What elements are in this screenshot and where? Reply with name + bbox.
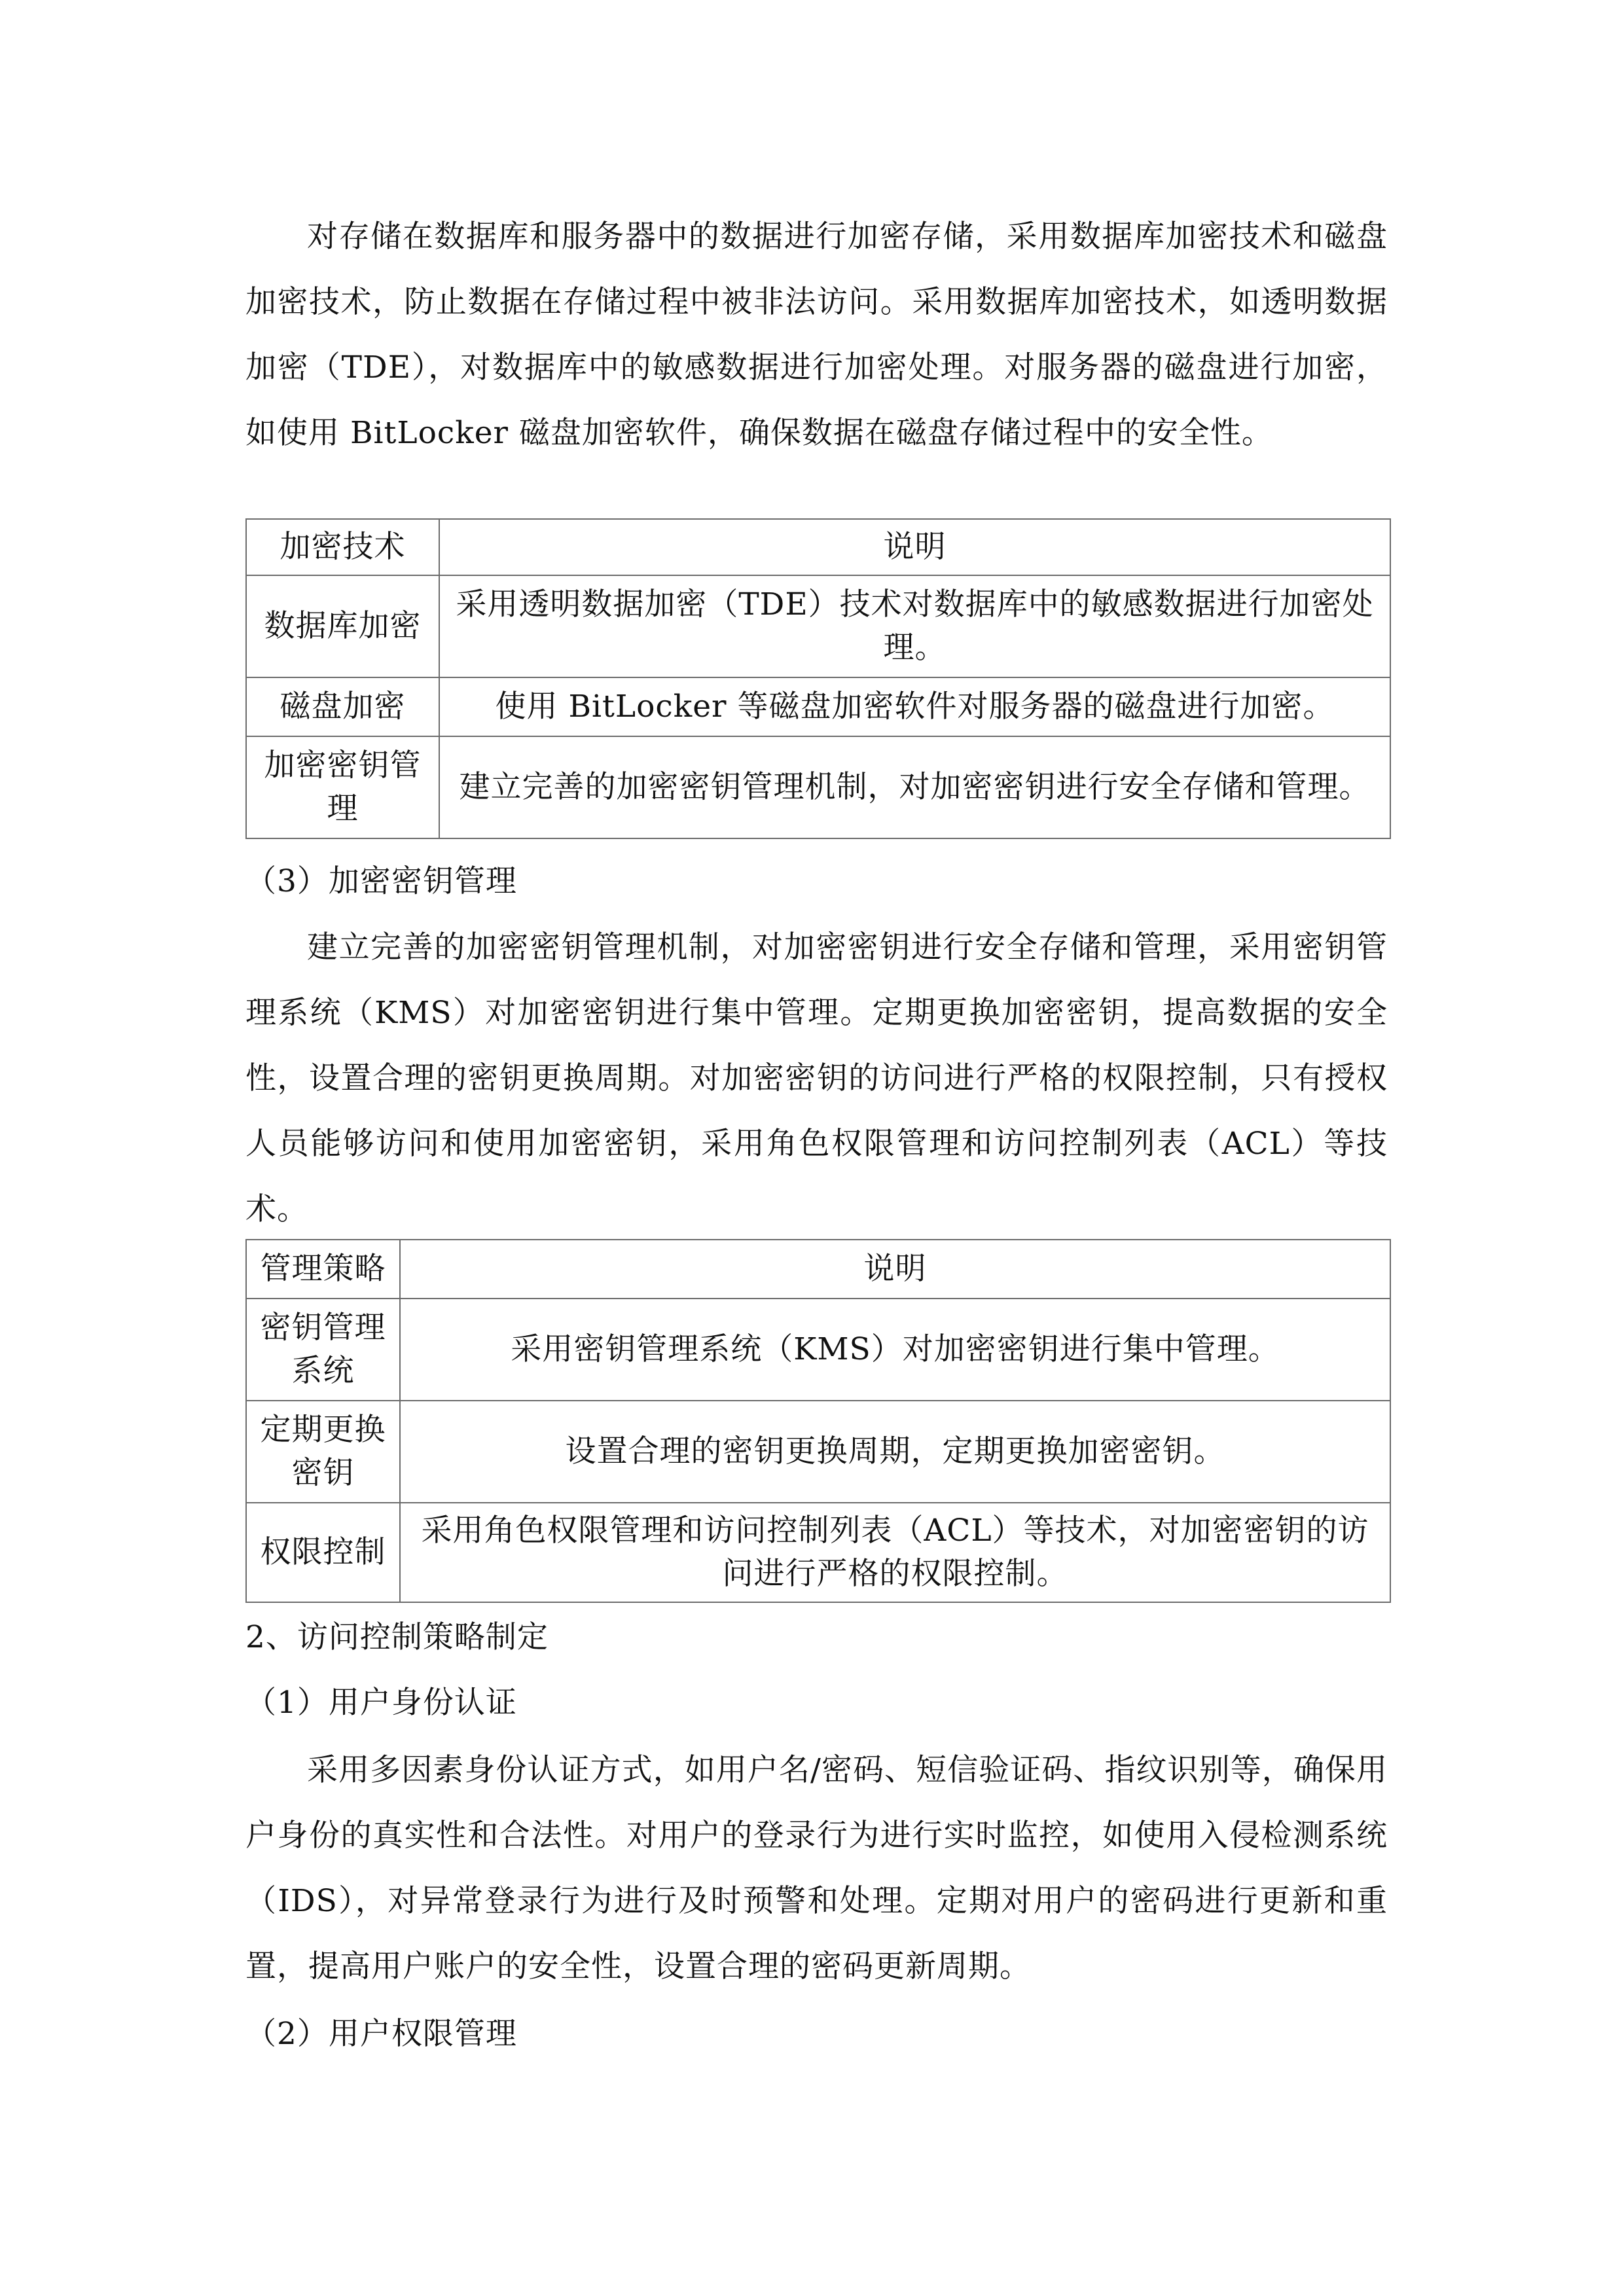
- table-header-cell: 说明: [400, 1240, 1390, 1299]
- table-cell-desc: 采用透明数据加密（TDE）技术对数据库中的敏感数据进行加密处理。: [439, 575, 1390, 677]
- table-cell-name: 定期更换密钥: [246, 1401, 400, 1503]
- table-cell-name: 加密密钥管理: [246, 736, 439, 838]
- table-header-row: [246, 1240, 1390, 1299]
- table-cell-desc: 采用密钥管理系统（KMS）对加密密钥进行集中管理。: [400, 1299, 1390, 1401]
- table-header-cell: 说明: [439, 519, 1390, 575]
- table-row: [246, 736, 1390, 838]
- subsection-2-heading: （2）用户权限管理: [245, 2016, 517, 2052]
- table-cell-desc: 建立完善的加密密钥管理机制，对加密密钥进行安全存储和管理。: [439, 736, 1390, 838]
- table-cell-name: 权限控制: [246, 1503, 400, 1602]
- table-cell-desc: 采用角色权限管理和访问控制列表（ACL）等技术，对加密密钥的访问进行严格的权限控制。: [400, 1503, 1390, 1602]
- table-row: [246, 1299, 1390, 1401]
- table-cell-desc: 设置合理的密钥更换周期，定期更换加密密钥。: [400, 1401, 1390, 1503]
- table-cell-name: 数据库加密: [246, 575, 439, 677]
- table-cell-name: 密钥管理系统: [246, 1299, 400, 1401]
- table-row: [246, 1503, 1390, 1602]
- subsection-1-paragraph: 采用多因素身份认证方式，如用户名/密码、短信验证码、指纹识别等，确保用户身份的真实性和合法性。对用户的登录行为进行实时监控，如使用入侵检测系统（IDS），对异常登录行为进行及时预警和处理。定期对用户的密码进行更新和重置，提高用户账户的安全性，设置合理的密码更新周期。: [245, 1752, 1388, 1984]
- intro-paragraph: 对存储在数据库和服务器中的数据进行加密存储，采用数据库加密技术和磁盘加密技术，防止数据在存储过程中被非法访问。采用数据库加密技术，如透明数据加密（TDE），对数据库中的敏感数据进行加密处理。对服务器的磁盘进行加密，如使用 BitLocker 磁盘加密软件，确保数据在磁盘存储过程中的安全性。: [245, 219, 1388, 451]
- table-cell-desc: 使用 BitLocker 等磁盘加密软件对服务器的磁盘进行加密。: [439, 677, 1390, 736]
- encryption-tech-table: [245, 518, 1391, 839]
- table-header-cell: 管理策略: [246, 1240, 400, 1299]
- section-2-heading: 2、访问控制策略制定: [245, 1619, 549, 1655]
- table-header-cell: 加密技术: [246, 519, 439, 575]
- table-cell-name: 磁盘加密: [246, 677, 439, 736]
- section-3-paragraph: 建立完善的加密密钥管理机制，对加密密钥进行安全存储和管理，采用密钥管理系统（KMS）对加密密钥进行集中管理。定期更换加密密钥，提高数据的安全性，设置合理的密钥更换周期。对加密密钥的访问进行严格的权限控制，只有授权人员能够访问和使用加密密钥，采用角色权限管理和访问控制列表（ACL）等技术。: [245, 929, 1388, 1227]
- table-row: [246, 575, 1390, 677]
- table-row: [246, 1401, 1390, 1503]
- table-row: [246, 677, 1390, 736]
- section-3-heading: （3）加密密钥管理: [245, 863, 517, 899]
- key-management-table: [245, 1239, 1391, 1603]
- table-header-row: [246, 519, 1390, 575]
- subsection-1-heading: （1）用户身份认证: [245, 1685, 517, 1721]
